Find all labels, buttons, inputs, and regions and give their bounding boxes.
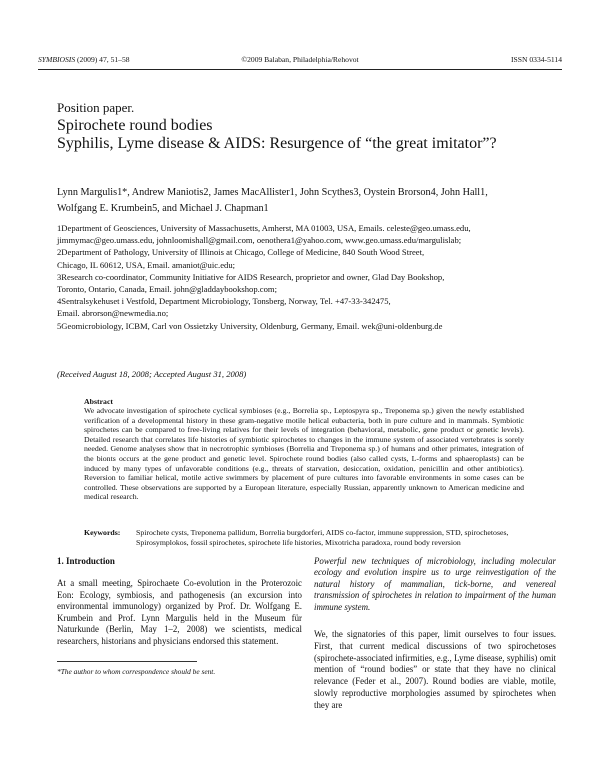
header-rule [38, 69, 562, 70]
running-header [38, 55, 562, 67]
author-list [57, 185, 557, 217]
title-line-1: Spirochete round bodies [57, 117, 213, 134]
statement-quote: Powerful new techniques of microbiology, including molecular ecology and evolution inspire us to urge reinvestigation of the natural history of mammalian, tick-borne, and venereal transmission of spirochetes in relation to impairment of the human immune system. [314, 556, 556, 612]
abstract-heading: Abstract [84, 397, 114, 406]
affiliation-line: jimmymac@geo.umass.edu, johnloomishall@gmail.com, oenothera1@yahoo.com, www.geo.umass.edu/margulislab; [57, 235, 462, 246]
intro-paragraph-2: We, the signatories of this paper, limit ourselves to four issues. First, that current medical discussions of two spirochetoses (spirochete-associated infirmities, e.g., Lyme disease, syphilis) omit mention of “round bodies” or state that they have no clinical relevance (Feder et al., 2007). Round bodies are viable, motile, slowly reproductive morphologies assumed by spirochetes when they are [314, 629, 556, 710]
author-line-2: Wolfgang E. Krumbein5, and Michael J. Chapman1 [57, 203, 269, 214]
abstract-text: We advocate investigation of spirochete cyclical symbioses (e.g., Borrelia sp., Leptospyra sp., Treponema sp.) given the newly established verification of a developmental history in these gram-negative motile helical eubacteria, both in pure culture and in mammals. Symbiotic spirochetes can be compared to free-living relatives for their levels of integration (behavioral, metabolic, gene product or genetic levels). Detailed research that correlates life histories of symbiotic spirochetes to changes in the immune system of associated vertebrates is sorely needed. Genome analyses show that in necrotrophic symbioses (Borrelia and Treponema sp.) of humans and other primates, integration of the bionts occurs at the gene product and genetic level. Spirochete round bodies (also called cysts, L-forms and sphaeroplasts) can be induced by many types of unfavorable conditions (e.g., threats of starvation, desiccation, oxidation, penicillin and other antibiotics). Reversion to familiar helical, motile active swimmers by placement of pure cultures into favorable environments in some cases can be controlled. These observations are supported by a European literature, especially Russian, apparently unknown to American medicine and medical research. [84, 406, 524, 502]
journal-name: SYMBIOSIS [38, 55, 76, 64]
affiliation-line: 5Geomicrobiology, ICBM, Carl von Ossietzky University, Oldenburg, Germany, Email. wek@uni-oldenburg.de [57, 320, 443, 331]
received-dates: (Received August 18, 2008; Accepted August 31, 2008) [57, 369, 247, 379]
affiliation-line: Chicago, IL 60612, USA, Email. amaniot@uic.edu; [57, 259, 236, 270]
affiliation-line: 2Department of Pathology, University of Illinois at Chicago, College of Medicine, 840 South Wood Street, [57, 247, 425, 258]
section-heading: 1. Introduction [57, 556, 115, 566]
keywords-text: Spirochete cysts, Treponema pallidum, Borrelia burgdorferi, AIDS co-factor, immune suppression, STD, spirochetoses, Spirosymplokos, fossil spirochetes, spirochete life histories, Mixotricha paradoxa, round body reversion [136, 528, 509, 547]
paper-type: Position paper. [57, 100, 135, 115]
affiliation-line: 3Research co-coordinator, Community Initiative for AIDS Research, proprietor and owner, Glad Day Bookshop, [57, 271, 445, 282]
header-issn: ISSN 0334-5114 [511, 55, 562, 64]
footnote: *The author to whom correspondence should be sent. [57, 667, 216, 676]
affiliation-line: 4Sentralsykehuset i Vestfold, Department Microbiology, Tonsberg, Norway, Tel. +47-33-342475, [57, 296, 391, 307]
title-line-2: Syphilis, Lyme disease & AIDS: Resurgence of “the great imitator”? [57, 135, 497, 152]
author-line-1: Lynn Margulis1*, Andrew Maniotis2, James MacAllister1, John Scythes3, Oystein Brorson4, John Hall1, [57, 187, 488, 198]
affiliation-line: Email. abrorson@newmedia.no; [57, 308, 169, 319]
affiliations [57, 222, 562, 332]
affiliation-line: Toronto, Ontario, Canada, Email. john@gladdaybookshop.com; [57, 284, 277, 295]
footnote-rule [57, 661, 197, 662]
citation-info: (2009) 47, 51–58 [77, 55, 130, 64]
header-publisher: ©2009 Balaban, Philadelphia/Rehovot [241, 55, 359, 64]
intro-paragraph-1: At a small meeting, Spirochaete Co-evolution in the Proterozoic Eon: Ecology, symbiosis, and pathogenesis (an excursion into environmental immunology) organized by Prof. Dr. Wolfgang E. Krumbein and Prof. Lynn Margulis held in the Museum für Naturkunde (Berlin, May 1–2, 2008) we scientists, medical researchers, historians and physicians endorsed this statement. [57, 578, 302, 646]
affiliation-line: 1Department of Geosciences, University of Massachusetts, Amherst, MA 01003, USA, Emails. celeste@geo.umass.edu, [57, 223, 471, 233]
keywords-label: Keywords: [84, 528, 121, 537]
